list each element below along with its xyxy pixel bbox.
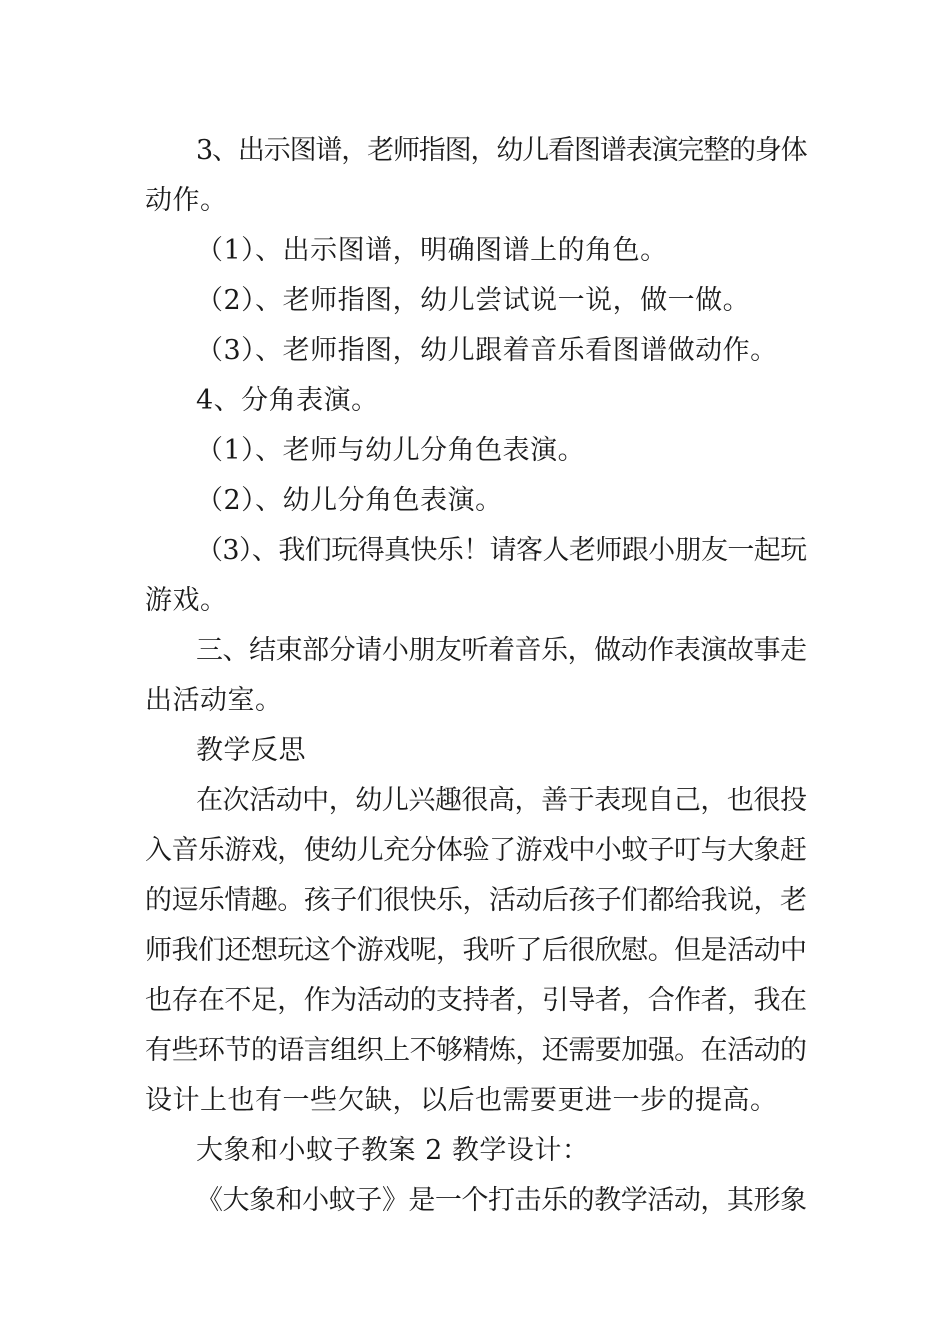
text-line-20: 设计上也有一些欠缺，以后也需要更进一步的提高。 (145, 1085, 778, 1116)
section-heading: 教学反思 (196, 735, 306, 766)
text-line-16: 的逗乐情趣。孩子们很快乐，活动后孩子们都给我说，老 (145, 885, 807, 916)
text-line-10: 游戏。 (145, 585, 228, 616)
text-line-12: 出活动室。 (145, 685, 283, 716)
text-line-7: （1）、老师与幼儿分角色表演。 (196, 435, 586, 466)
text-line-3: （1）、出示图谱，明确图谱上的角色。 (196, 235, 668, 266)
text-line-8: （2）、幼儿分角色表演。 (196, 485, 503, 516)
text-line-14: 在次活动中，幼儿兴趣很高，善于表现自己，也很投 (196, 785, 807, 816)
section-heading-2: 大象和小蚊子教案 2 教学设计： (196, 1135, 590, 1166)
text-line-2: 动作。 (145, 185, 228, 216)
text-line-19: 有些环节的语言组织上不够精炼，还需要加强。在活动的 (145, 1035, 807, 1066)
text-line-15: 入音乐游戏，使幼儿充分体验了游戏中小蚊子叮与大象赶 (145, 835, 807, 866)
text-line-9: （3）、我们玩得真快乐！请客人老师跟小朋友一起玩 (196, 535, 807, 566)
text-line-4: （2）、老师指图，幼儿尝试说一说，做一做。 (196, 285, 751, 316)
text-line-11: 三、结束部分请小朋友听着音乐，做动作表演故事走 (196, 635, 807, 666)
text-line-18: 也存在不足，作为活动的支持者，引导者，合作者，我在 (145, 985, 807, 1016)
text-line-6: 4、分角表演。 (196, 385, 379, 416)
text-line-17: 师我们还想玩这个游戏呢，我听了后很欣慰。但是活动中 (145, 935, 807, 966)
text-line-5: （3）、老师指图，幼儿跟着音乐看图谱做动作。 (196, 335, 778, 366)
text-line-1: 3、出示图谱，老师指图，幼儿看图谱表演完整的身体 (196, 135, 807, 166)
text-line-22: 《大象和小蚊子》是一个打击乐的教学活动，其形象 (196, 1185, 807, 1216)
